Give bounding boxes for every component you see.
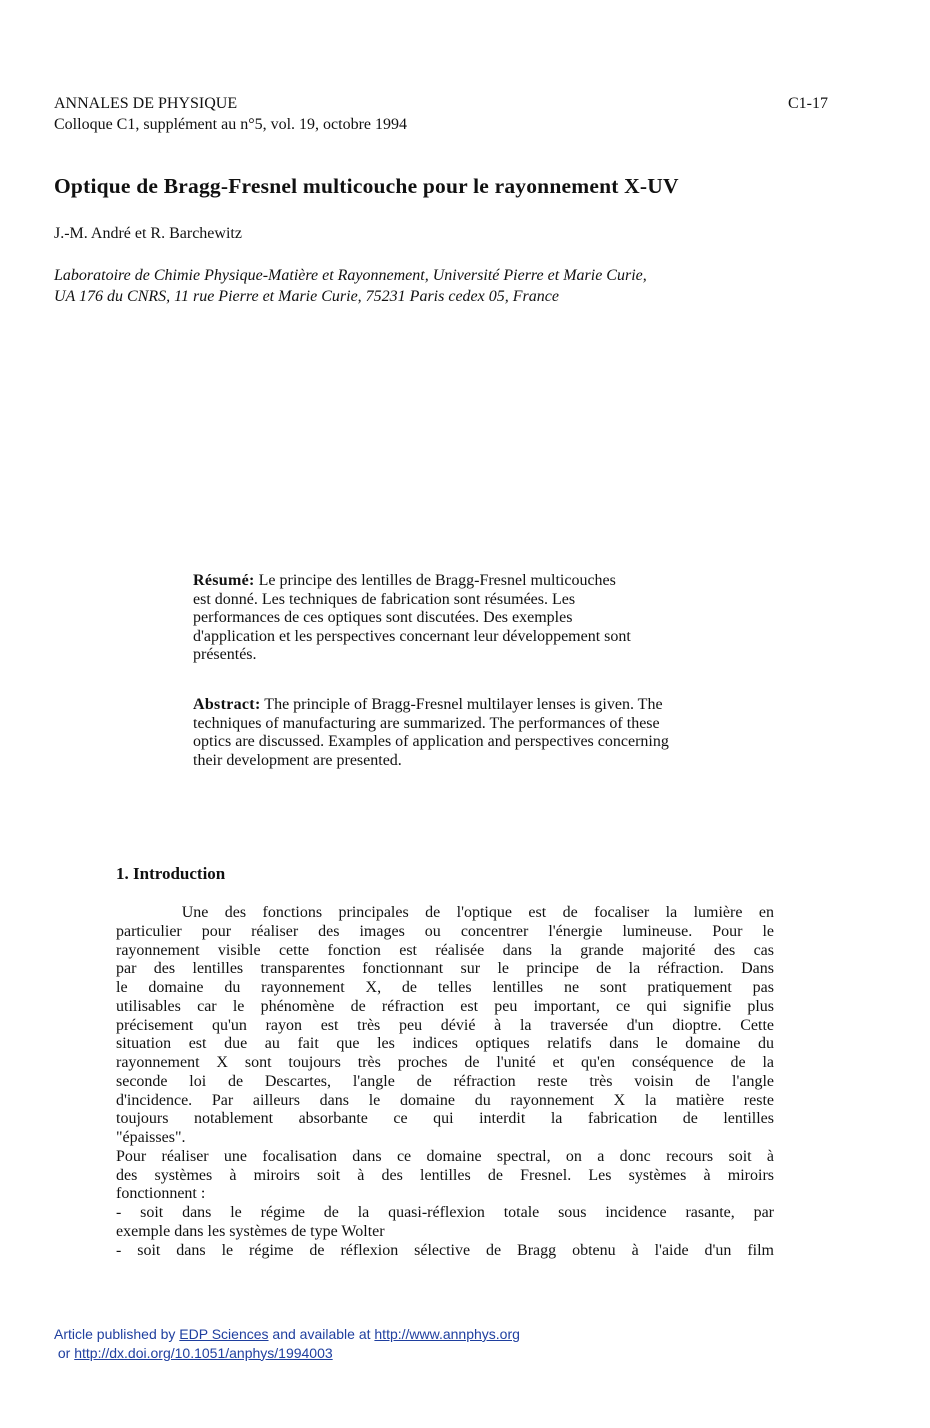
body-line: le domaine du rayonnement X, de telles lentilles ne sont pratiquement pas: [116, 979, 774, 996]
body-line: situation est due au fait que les indices optiques relatifs dans le domaine du: [116, 1035, 774, 1053]
body-line: rayonnement visible cette fonction est réalisée dans la grande majorité des cas: [116, 941, 774, 959]
body-line: "épaisses".: [116, 1129, 186, 1146]
resume-line-text: Le principe des lentilles de Bragg-Fresnel multicouches: [254, 572, 616, 589]
abstract-label: Abstract:: [193, 696, 261, 713]
doi-link[interactable]: http://dx.doi.org/10.1051/anphys/1994003: [74, 1344, 333, 1361]
body-line: par des lentilles transparentes fonctionnant sur le principe de la réfraction. Dans: [116, 960, 774, 978]
body-line: particulier pour réaliser des images ou concentrer l'énergie lumineuse. Pour le: [116, 922, 774, 940]
body-line: Pour réaliser une focalisation dans ce domaine spectral, on a donc recours soit à: [116, 1147, 774, 1165]
introduction-body: [116, 904, 774, 1260]
section-heading-introduction: 1. Introduction: [116, 864, 226, 883]
footer-line-1: [54, 1325, 520, 1344]
affiliation-line-2: UA 176 du CNRS, 11 rue Pierre et Marie Curie, 75231 Paris cedex 05, France: [54, 288, 559, 305]
journal-issue-info: Colloque C1, supplément au n°5, vol. 19, octobre 1994: [54, 116, 408, 133]
abstract-line: their development are presented.: [193, 751, 402, 769]
article-title: Optique de Bragg-Fresnel multicouche pour le rayonnement X-UV: [54, 174, 679, 198]
body-line: rayonnement X sont toujours très proches de l'unité et qu'en conséquence de la: [116, 1054, 774, 1071]
resume-block: [193, 572, 813, 665]
footer-line-2: [54, 1344, 520, 1363]
resume-line: d'application et les perspectives concernant leur développement sont: [193, 627, 631, 645]
abstract-line: [193, 696, 813, 715]
body-line: des systèmes à miroirs soit à des lentilles de Fresnel. Les systèmes à miroirs: [116, 1166, 774, 1184]
abstract-line-text: The principle of Bragg-Fresnel multilayer lenses is given. The: [260, 696, 663, 713]
body-line: précisement qu'un rayon est très peu dévié à la traversée d'un dioptre. Cette: [116, 1016, 774, 1034]
abstract-block: [193, 696, 813, 770]
resume-line: présentés.: [193, 646, 257, 664]
resume-label: Résumé:: [193, 572, 255, 589]
journal-name: ANNALES DE PHYSIQUE: [54, 95, 238, 112]
abstract-line: techniques of manufacturing are summarized. The performances of these: [193, 714, 660, 732]
journal-url-link[interactable]: http://www.annphys.org: [374, 1326, 520, 1342]
footer-text: and available at: [268, 1326, 375, 1342]
footer-text: Article published by: [54, 1326, 180, 1342]
body-line: exemple dans les systèmes de type Wolter: [116, 1222, 385, 1240]
footer-text: or: [54, 1344, 75, 1361]
publisher-link[interactable]: EDP Sciences: [179, 1326, 269, 1342]
body-line: d'incidence. Par ailleurs dans le domaine du rayonnement X la matière reste: [116, 1091, 774, 1109]
page-number: C1-17: [788, 95, 828, 112]
affiliation-line-1: Laboratoire de Chimie Physique-Matière et Rayonnement, Université Pierre et Marie Curie,: [54, 267, 647, 284]
resume-line: performances de ces optiques sont discutées. Des exemples: [193, 609, 573, 627]
body-line: fonctionnent :: [116, 1185, 206, 1203]
article-authors: J.-M. André et R. Barchewitz: [54, 225, 242, 242]
body-line: toujours notablement absorbante ce qui interdit la fabrication de lentilles: [116, 1110, 774, 1128]
publication-footer: [54, 1325, 520, 1362]
body-line: Une des fonctions principales de l'optique est de focaliser la lumière en: [116, 904, 774, 921]
body-line: utilisables car le phénomène de réfraction est peu important, ce qui signifie plus: [116, 997, 774, 1015]
resume-line: [193, 572, 813, 591]
body-line: - soit dans le régime de la quasi-réflexion totale sous incidence rasante, par: [116, 1204, 774, 1221]
body-line: seconde loi de Descartes, l'angle de réfraction reste très voisin de l'angle: [116, 1072, 774, 1090]
abstract-line: optics are discussed. Examples of application and perspectives concerning: [193, 733, 669, 751]
resume-line: est donné. Les techniques de fabrication sont résumées. Les: [193, 590, 576, 608]
body-line: - soit dans le régime de réflexion sélective de Bragg obtenu à l'aide d'un film: [116, 1241, 774, 1259]
